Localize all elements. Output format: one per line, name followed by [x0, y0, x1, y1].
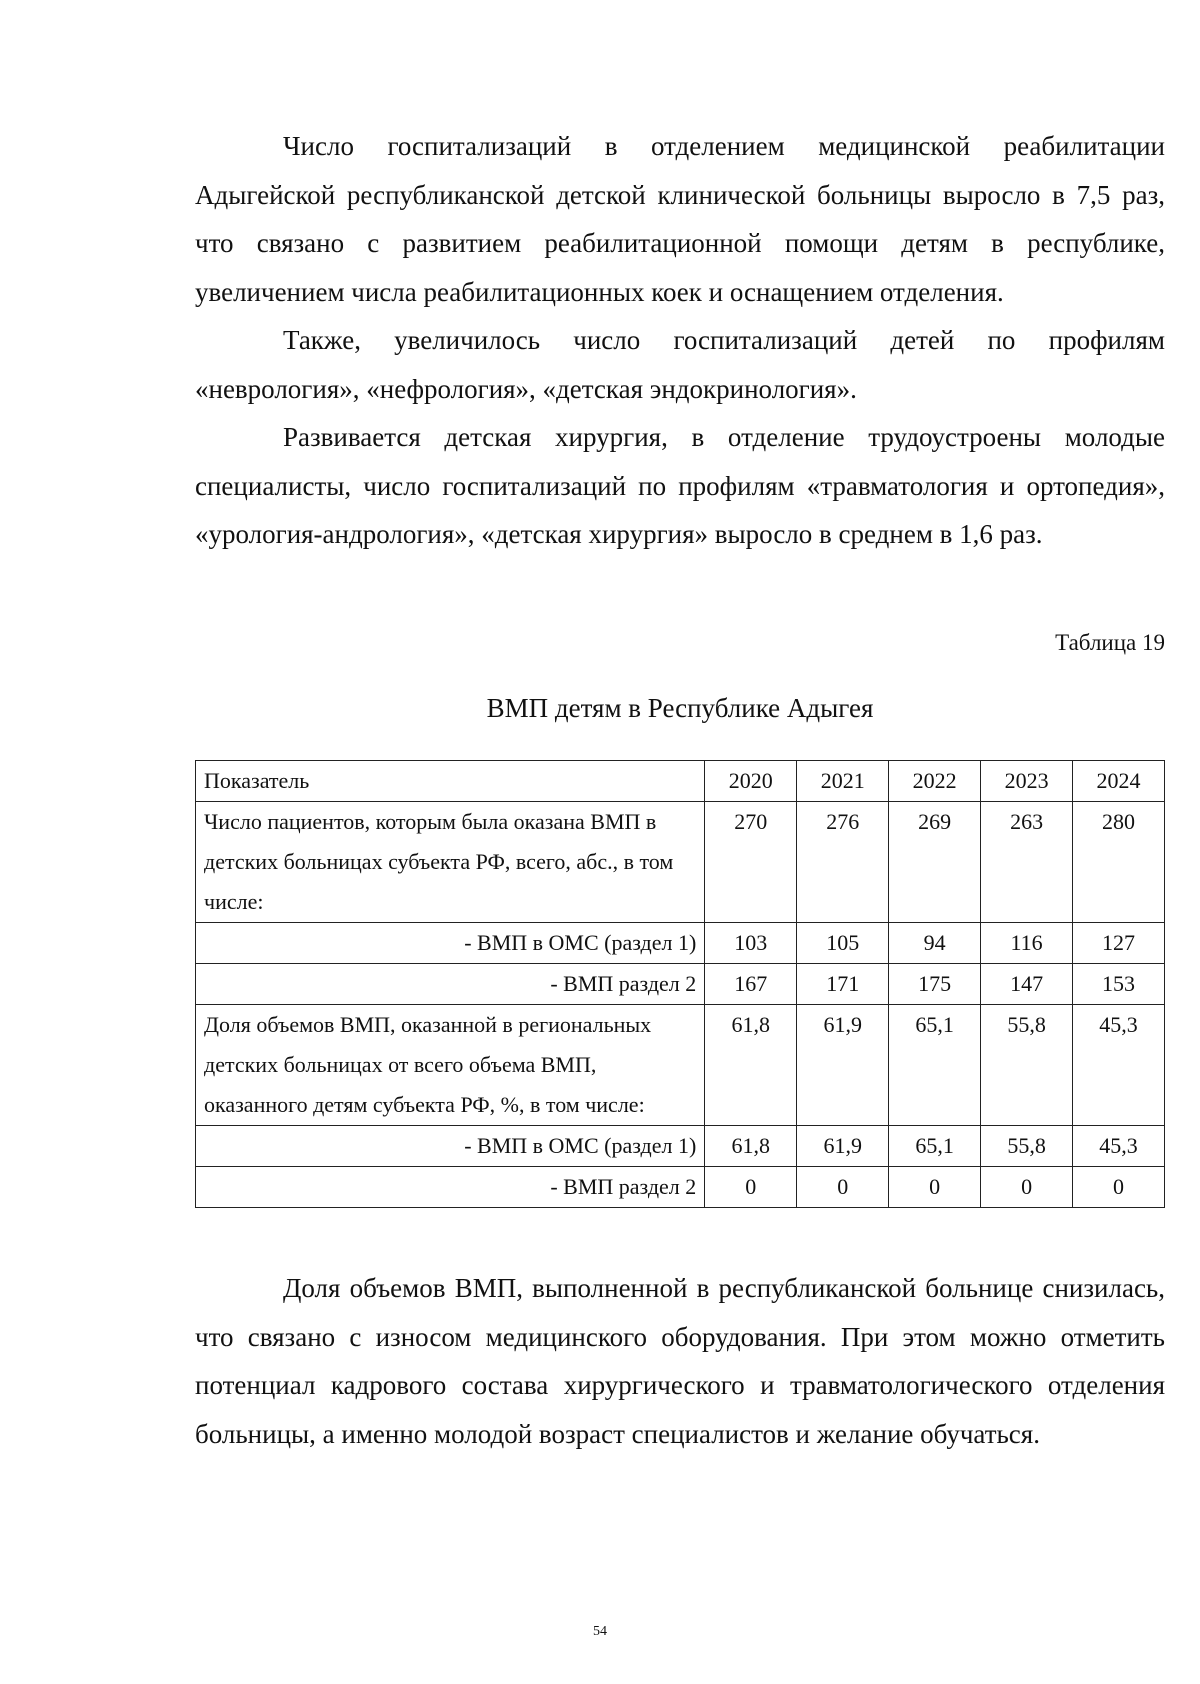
- row-value: 61,9: [797, 1005, 889, 1126]
- row-label: - ВМП в ОМС (раздел 1): [196, 1126, 705, 1167]
- row-value: 0: [889, 1167, 981, 1208]
- row-label: - ВМП раздел 2: [196, 1167, 705, 1208]
- paragraph-text: Также, увеличилось число госпитализаций детей по профилям «неврология», «нефрология», «детская эндокринология».: [195, 325, 1165, 404]
- row-value: 65,1: [889, 1005, 981, 1126]
- vmp-table: [195, 760, 1165, 1208]
- row-value: 127: [1073, 923, 1165, 964]
- table-header-row: [196, 761, 1165, 802]
- paragraph-text: Доля объемов ВМП, выполненной в республиканской больнице снизилась, что связано с износом медицинского оборудования. При этом можно отметить потенциал кадрового состава хирургического и травматологического отделения больницы, а именно молодой возраст специалистов и желание обучаться.: [195, 1273, 1165, 1449]
- row-value: 103: [705, 923, 797, 964]
- row-label: Число пациентов, которым была оказана ВМП в детских больницах субъекта РФ, всего, абс., в том числе:: [196, 802, 705, 923]
- paragraph-rehabilitation: [195, 122, 1165, 316]
- row-value: 105: [797, 923, 889, 964]
- row-value: 263: [981, 802, 1073, 923]
- table-row: [196, 1167, 1165, 1208]
- row-value: 116: [981, 923, 1073, 964]
- table-row: [196, 802, 1165, 923]
- row-value: 0: [981, 1167, 1073, 1208]
- header-indicator: Показатель: [196, 761, 705, 802]
- row-value: 0: [1073, 1167, 1165, 1208]
- row-value: 65,1: [889, 1126, 981, 1167]
- row-value: 0: [705, 1167, 797, 1208]
- row-value: 270: [705, 802, 797, 923]
- row-value: 171: [797, 964, 889, 1005]
- page-number: 54: [593, 1624, 607, 1639]
- row-label: - ВМП в ОМС (раздел 1): [196, 923, 705, 964]
- paragraph-conclusion: [195, 1264, 1165, 1458]
- paragraph-surgery: [195, 413, 1165, 559]
- table-title: ВМП детям в Республике Адыгея: [486, 693, 874, 723]
- table-row: [196, 964, 1165, 1005]
- row-value: 167: [705, 964, 797, 1005]
- row-value: 45,3: [1073, 1005, 1165, 1126]
- row-value: 269: [889, 802, 981, 923]
- table-number-label: Таблица 19: [1055, 630, 1165, 655]
- header-year: 2023: [981, 761, 1073, 802]
- row-value: 0: [797, 1167, 889, 1208]
- table-row: [196, 923, 1165, 964]
- header-year: 2022: [889, 761, 981, 802]
- header-year: 2020: [705, 761, 797, 802]
- row-value: 153: [1073, 964, 1165, 1005]
- row-label: Доля объемов ВМП, оказанной в региональных детских больницах от всего объема ВМП, оказанного детям субъекта РФ, %, в том числе:: [196, 1005, 705, 1126]
- row-value: 175: [889, 964, 981, 1005]
- row-value: 94: [889, 923, 981, 964]
- header-year: 2024: [1073, 761, 1165, 802]
- row-value: 280: [1073, 802, 1165, 923]
- row-value: 55,8: [981, 1005, 1073, 1126]
- row-value: 45,3: [1073, 1126, 1165, 1167]
- row-label: - ВМП раздел 2: [196, 964, 705, 1005]
- row-value: 61,9: [797, 1126, 889, 1167]
- row-value: 61,8: [705, 1126, 797, 1167]
- row-value: 55,8: [981, 1126, 1073, 1167]
- row-value: 61,8: [705, 1005, 797, 1126]
- paragraph-text: Число госпитализаций в отделением медицинской реабилитации Адыгейской республиканской детской клинической больницы выросло в 7,5 раз, что связано с развитием реабилитационной помощи детям в республике, увеличением числа реабилитационных коек и оснащением отделения.: [195, 131, 1165, 307]
- paragraph-profiles: [195, 316, 1165, 413]
- header-year: 2021: [797, 761, 889, 802]
- row-value: 147: [981, 964, 1073, 1005]
- table-row: [196, 1005, 1165, 1126]
- paragraph-text: Развивается детская хирургия, в отделение трудоустроены молодые специалисты, число госпитализаций по профилям «травматология и ортопедия», «урология-андрология», «детская хирургия» выросло в среднем в 1,6 раз.: [195, 422, 1165, 549]
- row-value: 276: [797, 802, 889, 923]
- table-row: [196, 1126, 1165, 1167]
